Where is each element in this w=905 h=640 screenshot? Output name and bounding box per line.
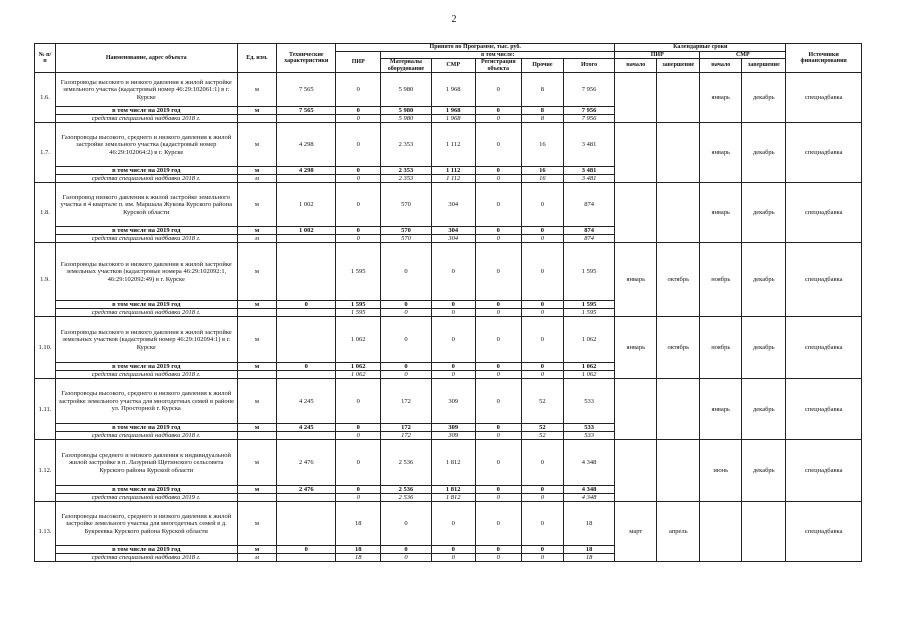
- object-source: спецнадбавка: [786, 379, 862, 440]
- object-pir-end: [657, 440, 700, 502]
- subtotal-reg: 0: [475, 424, 521, 432]
- funding-total: 533: [563, 432, 614, 440]
- object-registration: 0: [475, 123, 521, 167]
- funding-smr: 1 968: [431, 115, 475, 123]
- funding-unit: [237, 432, 277, 440]
- object-unit: м: [237, 123, 277, 167]
- subtotal-total: 1 062: [563, 363, 614, 371]
- subtotal-tech: 2 476: [277, 486, 336, 494]
- subtotal-label: в том числе на 2019 год: [55, 107, 237, 115]
- object-registration: 0: [475, 379, 521, 424]
- object-smr-start: [700, 502, 742, 562]
- subtotal-materials: 0: [381, 301, 431, 309]
- object-pir-start: [615, 379, 657, 440]
- object-smr-start: январь: [700, 379, 742, 440]
- header-pir-end: завершение: [657, 59, 700, 73]
- subtotal-pir: 0: [336, 486, 381, 494]
- funding-materials: 570: [381, 235, 431, 243]
- subtotal-label: в том числе на 2019 год: [55, 301, 237, 309]
- object-unit: м: [237, 379, 277, 424]
- object-smr-start: январь: [700, 183, 742, 243]
- header-pir: ПИР: [336, 51, 381, 73]
- object-tech: 2 476: [277, 440, 336, 486]
- object-total: 533: [563, 379, 614, 424]
- object-smr-end: декабрь: [742, 73, 786, 123]
- object-row: [35, 379, 862, 424]
- object-pir-end: [657, 183, 700, 243]
- funding-smr: 0: [431, 309, 475, 317]
- funding-smr: 0: [431, 554, 475, 562]
- subtotal-label: в том числе на 2019 год: [55, 486, 237, 494]
- funding-total: 3 481: [563, 175, 614, 183]
- subtotal-tech: 0: [277, 363, 336, 371]
- object-other: 52: [521, 379, 563, 424]
- object-unit: м: [237, 183, 277, 227]
- subtotal-tech: 0: [277, 546, 336, 554]
- funding-pir: 0: [336, 115, 381, 123]
- header-cal-pir: ПИР: [615, 51, 700, 59]
- subtotal-smr: 0: [431, 363, 475, 371]
- funding-unit: [237, 494, 277, 502]
- object-row: [35, 502, 862, 546]
- subtotal-smr: 304: [431, 227, 475, 235]
- funding-reg: 0: [475, 235, 521, 243]
- subtotal-pir: 0: [336, 167, 381, 175]
- object-smr-start: ноябрь: [700, 317, 742, 379]
- object-pir-start: [615, 440, 657, 502]
- funding-other: 0: [521, 371, 563, 379]
- object-smr: 1 112: [431, 123, 475, 167]
- funding-smr: 304: [431, 235, 475, 243]
- funding-materials: 172: [381, 432, 431, 440]
- header-registration: Регистрация объекта: [475, 59, 521, 73]
- subtotal-other: 0: [521, 301, 563, 309]
- object-row: [35, 317, 862, 363]
- object-registration: 0: [475, 502, 521, 546]
- object-smr: 309: [431, 379, 475, 424]
- object-other: 0: [521, 502, 563, 546]
- object-row: [35, 123, 862, 167]
- object-pir-end: [657, 379, 700, 440]
- subtotal-reg: 0: [475, 301, 521, 309]
- funding-label: средства специальной надбавки 2018 г.: [55, 554, 237, 562]
- funding-reg: 0: [475, 175, 521, 183]
- object-name: Газопроводы высокого, среднего и низкого давления к жилой застройке земельного участка для многодетных семей в д. Букреевка Курского района Курской области: [55, 502, 237, 546]
- object-pir-end: октябрь: [657, 317, 700, 379]
- object-smr: 0: [431, 317, 475, 363]
- subtotal-unit: м: [237, 546, 277, 554]
- object-materials: 5 980: [381, 73, 431, 107]
- funding-materials: 2 536: [381, 494, 431, 502]
- object-other: 0: [521, 440, 563, 486]
- object-source: спецнадбавка: [786, 183, 862, 243]
- object-pir: 0: [336, 73, 381, 107]
- object-smr-start: ноябрь: [700, 243, 742, 317]
- subtotal-total: 7 956: [563, 107, 614, 115]
- object-pir-end: [657, 73, 700, 123]
- object-pir-start: март: [615, 502, 657, 562]
- subtotal-other: 16: [521, 167, 563, 175]
- funding-reg: 0: [475, 494, 521, 502]
- object-materials: 2 353: [381, 123, 431, 167]
- subtotal-materials: 0: [381, 363, 431, 371]
- funding-other: 0: [521, 309, 563, 317]
- subtotal-total: 3 481: [563, 167, 614, 175]
- subtotal-tech: 1 002: [277, 227, 336, 235]
- funding-reg: 0: [475, 432, 521, 440]
- subtotal-materials: 2 353: [381, 167, 431, 175]
- header-cal-smr: СМР: [700, 51, 786, 59]
- funding-tech: [277, 494, 336, 502]
- object-tech: 1 002: [277, 183, 336, 227]
- object-pir: 0: [336, 123, 381, 167]
- funding-label: средства специальной надбавки 2018 г.: [55, 235, 237, 243]
- object-row: [35, 440, 862, 486]
- funding-label: средства специальной надбавки 2019 г.: [55, 494, 237, 502]
- object-pir-start: [615, 123, 657, 183]
- subtotal-total: 533: [563, 424, 614, 432]
- header-accepted: Принято по Программе, тыс. руб.: [336, 44, 615, 52]
- object-pir: 1 595: [336, 243, 381, 301]
- object-name: Газопроводы высокого, среднего и низкого давления к жилой застройке земельного участка для многодетных семей в районе ул. Просторной г. Курска: [55, 379, 237, 424]
- object-smr-start: январь: [700, 123, 742, 183]
- object-name: Газопроводы высокого и низкого давления к жилой застройке земельных участков (кадастровый номер 46:29:102094:1) в г. Курске: [55, 317, 237, 363]
- object-number: 1.8.: [35, 183, 56, 243]
- header-smr: СМР: [431, 59, 475, 73]
- object-number: 1.9.: [35, 243, 56, 317]
- object-pir-start: [615, 183, 657, 243]
- object-tech: [277, 243, 336, 301]
- subtotal-unit: м: [237, 424, 277, 432]
- object-materials: 0: [381, 243, 431, 301]
- funding-tech: [277, 115, 336, 123]
- object-row: [35, 243, 862, 301]
- funding-label: средства специальной надбавки 2018 г.: [55, 309, 237, 317]
- funding-smr: 1 812: [431, 494, 475, 502]
- object-registration: 0: [475, 317, 521, 363]
- object-row: [35, 183, 862, 227]
- subtotal-materials: 2 536: [381, 486, 431, 494]
- object-smr: 1 968: [431, 73, 475, 107]
- subtotal-other: 52: [521, 424, 563, 432]
- object-smr-end: декабрь: [742, 440, 786, 502]
- object-pir: 18: [336, 502, 381, 546]
- header-pir-start: начало: [615, 59, 657, 73]
- subtotal-tech: 7 565: [277, 107, 336, 115]
- object-other: 8: [521, 73, 563, 107]
- subtotal-total: 874: [563, 227, 614, 235]
- subtotal-label: в том числе на 2019 год: [55, 363, 237, 371]
- funding-total: 1 595: [563, 309, 614, 317]
- subtotal-smr: 309: [431, 424, 475, 432]
- funding-pir: 0: [336, 175, 381, 183]
- subtotal-total: 18: [563, 546, 614, 554]
- subtotal-unit: м: [237, 486, 277, 494]
- object-source: спецнадбавка: [786, 243, 862, 317]
- object-other: 0: [521, 183, 563, 227]
- subtotal-other: 0: [521, 363, 563, 371]
- subtotal-smr: 0: [431, 546, 475, 554]
- object-unit: м: [237, 440, 277, 486]
- funding-smr: 309: [431, 432, 475, 440]
- funding-materials: 0: [381, 371, 431, 379]
- funding-total: 874: [563, 235, 614, 243]
- object-pir-end: [657, 123, 700, 183]
- object-name: Газопровод низкого давления к жилой застройке земельного участка в 4 квартале п. им. Маршала Жукова Курского района Курской области: [55, 183, 237, 227]
- subtotal-total: 1 595: [563, 301, 614, 309]
- header-other: Прочие: [521, 59, 563, 73]
- subtotal-other: 0: [521, 227, 563, 235]
- object-source: спецнадбавка: [786, 502, 862, 562]
- header-no: № п/п: [35, 44, 56, 73]
- object-total: 4 348: [563, 440, 614, 486]
- object-source: спецнадбавка: [786, 123, 862, 183]
- subtotal-pir: 18: [336, 546, 381, 554]
- funding-reg: 0: [475, 309, 521, 317]
- object-materials: 570: [381, 183, 431, 227]
- subtotal-tech: 4 298: [277, 167, 336, 175]
- object-unit: м: [237, 317, 277, 363]
- funding-unit: [237, 371, 277, 379]
- header-incl: в том числе:: [381, 51, 615, 59]
- page-number: 2: [451, 14, 457, 25]
- funding-materials: 5 980: [381, 115, 431, 123]
- funding-materials: 0: [381, 309, 431, 317]
- object-smr-start: январь: [700, 73, 742, 123]
- funding-label: средства специальной надбавки 2018 г.: [55, 115, 237, 123]
- funding-other: 16: [521, 175, 563, 183]
- object-smr: 1 812: [431, 440, 475, 486]
- program-table: [34, 43, 862, 562]
- subtotal-other: 0: [521, 486, 563, 494]
- table-header: [35, 44, 862, 73]
- subtotal-smr: 0: [431, 301, 475, 309]
- object-unit: м: [237, 243, 277, 301]
- object-pir-end: октябрь: [657, 243, 700, 317]
- funding-tech: [277, 175, 336, 183]
- object-total: 3 481: [563, 123, 614, 167]
- subtotal-unit: м: [237, 167, 277, 175]
- subtotal-unit: м: [237, 107, 277, 115]
- header-smr-end: завершение: [742, 59, 786, 73]
- subtotal-unit: м: [237, 301, 277, 309]
- subtotal-other: 8: [521, 107, 563, 115]
- object-number: 1.11.: [35, 379, 56, 440]
- object-pir-start: [615, 73, 657, 123]
- subtotal-smr: 1 112: [431, 167, 475, 175]
- funding-reg: 0: [475, 371, 521, 379]
- header-name: Наименование, адрес объекта: [55, 44, 237, 73]
- subtotal-smr: 1 968: [431, 107, 475, 115]
- subtotal-total: 4 348: [563, 486, 614, 494]
- funding-unit: м: [237, 175, 277, 183]
- funding-other: 8: [521, 115, 563, 123]
- object-other: 0: [521, 243, 563, 301]
- object-number: 1.6.: [35, 73, 56, 123]
- object-smr-end: [742, 502, 786, 562]
- object-name: Газопроводы среднего и низкого давления к индивидуальной жилой застройке в п. Лазурный Щетинского сельсовета Курского района Курской области: [55, 440, 237, 486]
- header-calendar: Календарные сроки: [615, 44, 786, 52]
- subtotal-smr: 1 812: [431, 486, 475, 494]
- subtotal-tech: 0: [277, 301, 336, 309]
- funding-other: 0: [521, 235, 563, 243]
- funding-pir: 18: [336, 554, 381, 562]
- subtotal-pir: 0: [336, 227, 381, 235]
- header-unit: Ед. изм.: [237, 44, 277, 73]
- object-other: 0: [521, 317, 563, 363]
- funding-unit: [237, 115, 277, 123]
- funding-tech: [277, 554, 336, 562]
- funding-materials: 0: [381, 554, 431, 562]
- object-source: спецнадбавка: [786, 440, 862, 502]
- object-name: Газопроводы высокого, среднего и низкого давления к жилой застройке земельного участка (кадастровый номер 46:29:102064:2) в г. Курске: [55, 123, 237, 167]
- subtotal-reg: 0: [475, 486, 521, 494]
- object-smr-end: декабрь: [742, 183, 786, 243]
- subtotal-pir: 1 062: [336, 363, 381, 371]
- funding-unit: м: [237, 235, 277, 243]
- subtotal-materials: 570: [381, 227, 431, 235]
- funding-label: средства специальной надбавки 2018 г.: [55, 432, 237, 440]
- object-registration: 0: [475, 440, 521, 486]
- subtotal-unit: м: [237, 227, 277, 235]
- object-registration: 0: [475, 73, 521, 107]
- funding-unit: [237, 309, 277, 317]
- object-registration: 0: [475, 243, 521, 301]
- subtotal-pir: 1 595: [336, 301, 381, 309]
- object-registration: 0: [475, 183, 521, 227]
- object-smr: 304: [431, 183, 475, 227]
- funding-reg: 0: [475, 554, 521, 562]
- object-number: 1.10.: [35, 317, 56, 379]
- object-number: 1.7.: [35, 123, 56, 183]
- funding-label: средства специальной надбавки 2018 г.: [55, 371, 237, 379]
- object-tech: 7 565: [277, 73, 336, 107]
- object-smr-end: декабрь: [742, 123, 786, 183]
- object-name: Газопроводы высокого и низкого давления к жилой застройке земельного участка (кадастровый номер 46:29:102061:1) в г. Курске: [55, 73, 237, 107]
- header-materials: Материалы оборудование: [381, 59, 431, 73]
- funding-label: средства специальной надбавки 2018 г.: [55, 175, 237, 183]
- object-total: 1 595: [563, 243, 614, 301]
- funding-other: 52: [521, 432, 563, 440]
- object-materials: 172: [381, 379, 431, 424]
- funding-other: 0: [521, 554, 563, 562]
- subtotal-reg: 0: [475, 363, 521, 371]
- header-tech: Технические характеристики: [277, 44, 336, 73]
- object-smr-start: июнь: [700, 440, 742, 502]
- funding-tech: [277, 309, 336, 317]
- subtotal-materials: 0: [381, 546, 431, 554]
- object-total: 1 062: [563, 317, 614, 363]
- subtotal-pir: 0: [336, 424, 381, 432]
- subtotal-materials: 172: [381, 424, 431, 432]
- object-total: 7 956: [563, 73, 614, 107]
- object-row: [35, 73, 862, 107]
- subtotal-reg: 0: [475, 107, 521, 115]
- object-total: 18: [563, 502, 614, 546]
- header-total: Итого: [563, 59, 614, 73]
- object-tech: [277, 317, 336, 363]
- header-smr-start: начало: [700, 59, 742, 73]
- funding-pir: 0: [336, 494, 381, 502]
- funding-total: 4 348: [563, 494, 614, 502]
- subtotal-unit: м: [237, 363, 277, 371]
- object-smr-end: декабрь: [742, 317, 786, 379]
- object-source: спецнадбавка: [786, 73, 862, 123]
- object-smr-end: декабрь: [742, 379, 786, 440]
- funding-pir: 1 062: [336, 371, 381, 379]
- object-total: 874: [563, 183, 614, 227]
- subtotal-label: в том числе на 2019 год: [55, 167, 237, 175]
- funding-total: 18: [563, 554, 614, 562]
- subtotal-tech: 4 245: [277, 424, 336, 432]
- subtotal-label: в том числе на 2019 год: [55, 546, 237, 554]
- subtotal-pir: 0: [336, 107, 381, 115]
- subtotal-label: в том числе на 2019 год: [55, 424, 237, 432]
- subtotal-reg: 0: [475, 167, 521, 175]
- object-smr: 0: [431, 502, 475, 546]
- object-smr-end: декабрь: [742, 243, 786, 317]
- object-pir: 1 062: [336, 317, 381, 363]
- subtotal-label: в том числе на 2019 год: [55, 227, 237, 235]
- table-body: [35, 73, 862, 562]
- header-sources: Источники финансирования: [786, 44, 862, 73]
- object-name: Газопроводы высокого и низкого давления к жилой застройке земельных участков (кадастровые номера 46:29:102092:1, 46:29:102092:49) в г. Курске: [55, 243, 237, 301]
- object-tech: 4 298: [277, 123, 336, 167]
- funding-total: 7 956: [563, 115, 614, 123]
- funding-tech: [277, 235, 336, 243]
- object-smr: 0: [431, 243, 475, 301]
- subtotal-reg: 0: [475, 227, 521, 235]
- object-pir: 0: [336, 379, 381, 424]
- subtotal-reg: 0: [475, 546, 521, 554]
- object-pir-start: январь: [615, 317, 657, 379]
- object-tech: [277, 502, 336, 546]
- funding-tech: [277, 432, 336, 440]
- subtotal-other: 0: [521, 546, 563, 554]
- object-number: 1.12.: [35, 440, 56, 502]
- funding-unit: м: [237, 554, 277, 562]
- funding-pir: 0: [336, 432, 381, 440]
- object-pir-start: январь: [615, 243, 657, 317]
- object-materials: 0: [381, 502, 431, 546]
- object-pir-end: апрель: [657, 502, 700, 562]
- funding-pir: 1 595: [336, 309, 381, 317]
- object-unit: м: [237, 73, 277, 107]
- subtotal-materials: 5 980: [381, 107, 431, 115]
- funding-smr: 1 112: [431, 175, 475, 183]
- object-unit: м: [237, 502, 277, 546]
- object-other: 16: [521, 123, 563, 167]
- funding-smr: 0: [431, 371, 475, 379]
- object-source: спецнадбавка: [786, 317, 862, 379]
- funding-other: 0: [521, 494, 563, 502]
- funding-tech: [277, 371, 336, 379]
- object-tech: 4 245: [277, 379, 336, 424]
- funding-materials: 2 353: [381, 175, 431, 183]
- object-number: 1.13.: [35, 502, 56, 562]
- funding-total: 1 062: [563, 371, 614, 379]
- object-pir: 0: [336, 440, 381, 486]
- object-materials: 2 536: [381, 440, 431, 486]
- object-materials: 0: [381, 317, 431, 363]
- funding-reg: 0: [475, 115, 521, 123]
- funding-pir: 0: [336, 235, 381, 243]
- object-pir: 0: [336, 183, 381, 227]
